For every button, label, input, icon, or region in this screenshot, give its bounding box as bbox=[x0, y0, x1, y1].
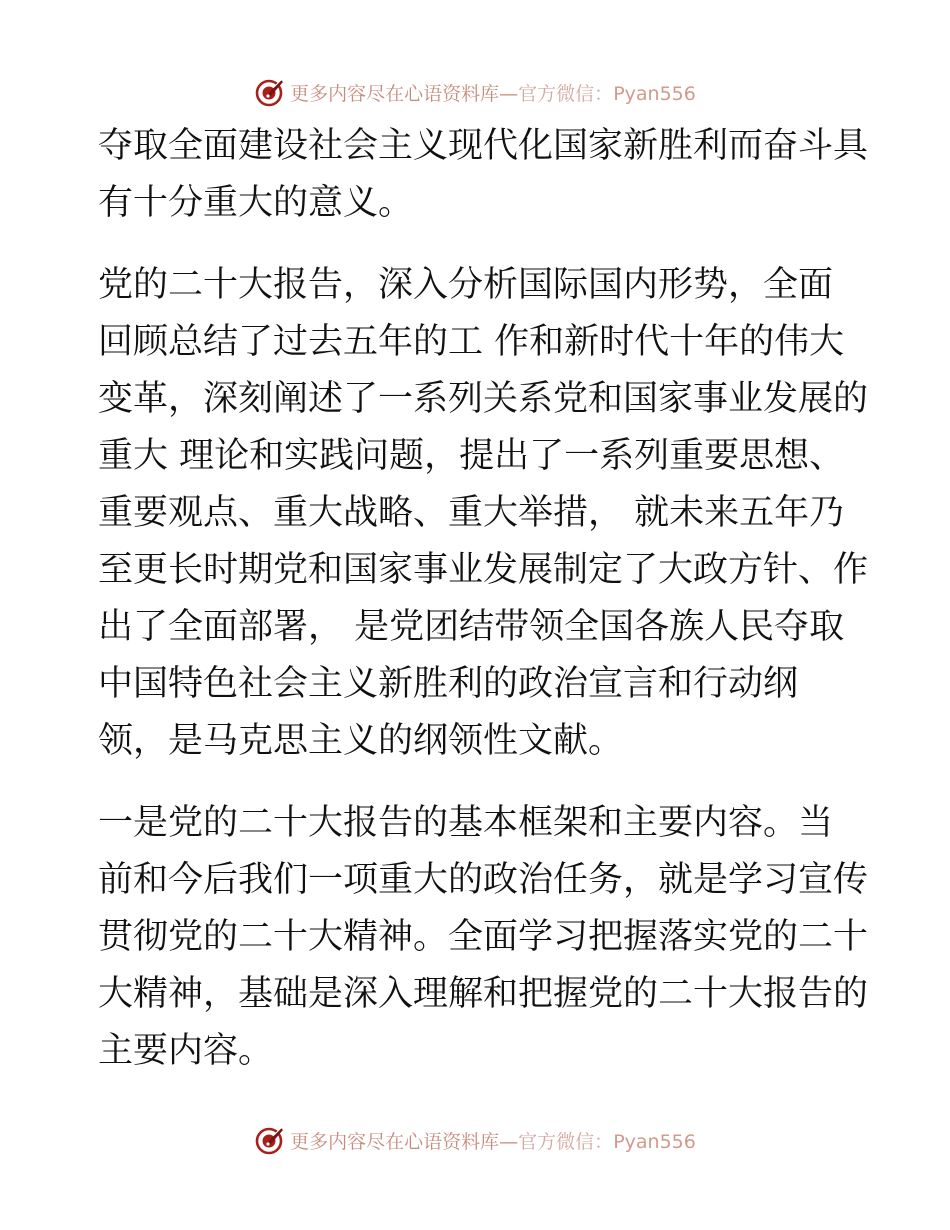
banner-separator: — bbox=[499, 82, 519, 105]
document-body bbox=[98, 118, 869, 1080]
text-line: 出了全面部署， 是党团结带领全国各族人民夺取 bbox=[98, 607, 845, 647]
header-banner bbox=[0, 72, 950, 112]
quill-pen-logo-icon bbox=[254, 1124, 286, 1156]
banner-separator: — bbox=[499, 1130, 519, 1153]
text-line: 夺取全面建设社会主义现代化国家新胜利而奋斗具 bbox=[98, 126, 869, 166]
text-line: 有十分重大的意义。 bbox=[98, 183, 414, 223]
paragraph-1 bbox=[98, 118, 869, 232]
paragraph-2 bbox=[98, 257, 869, 770]
text-line: 前和今后我们一项重大的政治任务，就是学习宣传 bbox=[98, 860, 869, 900]
text-line: 至更长时期党和国家事业发展制定了大政方针、作 bbox=[98, 550, 869, 590]
site-name: 更多内容尽在心语资料库 bbox=[290, 82, 500, 105]
text-line: 大精神，基础是深入理解和把握党的二十大报告的 bbox=[98, 974, 869, 1014]
banner-content bbox=[254, 1124, 696, 1156]
text-line: 贯彻党的二十大精神。全面学习把握落实党的二十 bbox=[98, 917, 869, 957]
footer-banner bbox=[0, 1120, 950, 1160]
banner-text bbox=[290, 79, 696, 106]
text-line: 一是党的二十大报告的基本框架和主要内容。当 bbox=[98, 803, 834, 843]
text-line: 党的二十大报告，深入分析国际国内形势，全面 bbox=[98, 265, 834, 305]
wechat-id: Pyan556 bbox=[613, 82, 696, 105]
wechat-label: 官方微信： bbox=[518, 82, 614, 105]
wechat-id: Pyan556 bbox=[613, 1130, 696, 1153]
text-line: 变革，深刻阐述了一系列关系党和国家事业发展的 bbox=[98, 379, 869, 419]
text-line: 领，是马克思主义的纲领性文献。 bbox=[98, 721, 624, 761]
banner-text bbox=[290, 1127, 696, 1154]
quill-pen-logo-icon bbox=[254, 76, 286, 108]
text-line: 重大 理论和实践问题，提出了一系列重要思想、 bbox=[98, 436, 845, 476]
site-name: 更多内容尽在心语资料库 bbox=[290, 1130, 500, 1153]
text-line: 中国特色社会主义新胜利的政治宣言和行动纲 bbox=[98, 664, 799, 704]
text-line: 回顾总结了过去五年的工 作和新时代十年的伟大 bbox=[98, 322, 845, 362]
text-line: 重要观点、重大战略、重大举措， 就未来五年乃 bbox=[98, 493, 845, 533]
banner-content bbox=[254, 76, 696, 108]
paragraph-3 bbox=[98, 795, 869, 1080]
wechat-label: 官方微信： bbox=[518, 1130, 614, 1153]
text-line: 主要内容。 bbox=[98, 1031, 274, 1071]
